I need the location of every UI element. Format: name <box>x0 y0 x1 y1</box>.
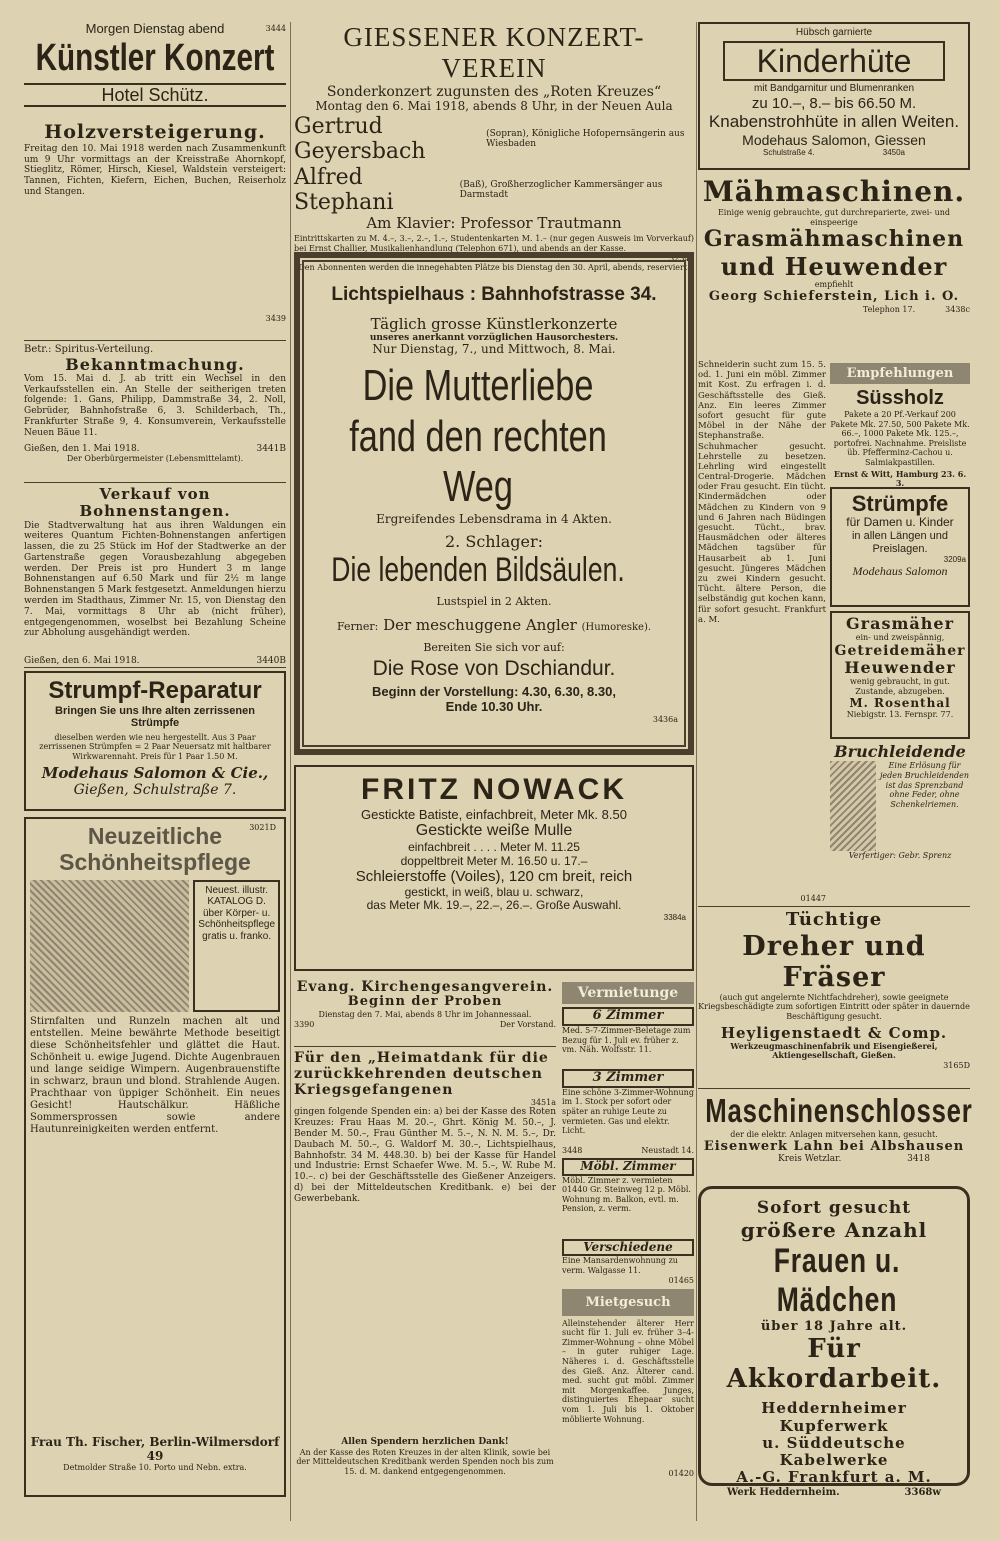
left-column <box>24 22 286 1521</box>
spiritus-ad <box>24 344 286 479</box>
schlosser-firm: Eisenwerk Lahn bei Albshausen <box>703 1138 965 1154</box>
right-ads-column <box>830 360 970 903</box>
spiritus-sign: Gießen, den 1. Mai 1918. <box>24 443 140 454</box>
grasm-title: Grasmäher <box>845 614 954 633</box>
strumpf-ad <box>24 671 286 811</box>
suessholz-ad <box>830 387 970 489</box>
grasm-sub: ein- und zweispännig, <box>855 633 945 643</box>
strumpf-firm: Modehaus Salomon & Cie., <box>41 763 269 782</box>
frauen-l4: über 18 Jahre alt. <box>760 1318 908 1334</box>
nowack-title: FRITZ NOWACK <box>361 773 627 806</box>
schlosser-title: Maschinenschlosser <box>705 1092 973 1129</box>
kirchen-ad <box>294 979 556 1043</box>
divider <box>294 1046 556 1047</box>
schoen-num: 3021D <box>249 823 276 832</box>
struempfe-title: Strümpfe <box>851 491 949 516</box>
kirchen-num: 3390 <box>294 1019 315 1029</box>
grasm-addr: Niebigstr. 13. Fernspr. 77. <box>846 710 954 720</box>
schoen-title2: Schönheitspflege <box>59 849 251 876</box>
holz-num: 3439 <box>265 313 286 323</box>
struempfe-ad <box>830 487 970 607</box>
artist1-info: (Sopran), Königliche Hofopernsängerin aus Wiesbaden <box>486 128 685 150</box>
heimat-thanks: Allen Spendern herzlichen Dank! <box>341 1437 509 1448</box>
film1a: Die Mutterliebe <box>362 361 594 411</box>
frauen-f3: A.-G. Frankfurt a. M. <box>736 1468 932 1487</box>
grasm-firm: M. Rosenthal <box>849 695 951 710</box>
licht-ende: Ende 10.30 Uhr. <box>445 698 543 714</box>
verein-sub: Sonderkonzert zugunsten des „Roten Kreuzes“ <box>326 84 662 101</box>
holz-text: Freitag den 10. Mai 1918 werden nach Zusammenkunft um 9 Uhr vormittags an der Kreisstraße Ahornkopf, Stieglitz, Römer, Hirsch, Kiesel, Waldstein versteigert: Tannen, Fichten, Kiefern, Eichen, Buchen, Reiserholz und Stangen. <box>24 143 286 198</box>
strumpf-title: Strumpf-Reparatur <box>48 677 262 704</box>
maeh-heu: und Heuwender <box>720 251 948 281</box>
dreher-ad <box>698 910 970 1085</box>
frauen-f2: u. Süddeutsche Kabelwerke <box>762 1433 906 1470</box>
dreher-sub: Werkzeugmaschinenfabrik und Eisengießerei, Aktiengesellschaft, Gießen. <box>730 1040 938 1061</box>
bohnen-title: Verkauf von Bohnenstangen. <box>79 485 231 521</box>
kirchen-sub: Beginn der Proben <box>347 994 503 1010</box>
heimat-text: gingen folgende Spenden ein: a) bei der Kasse des Roten Kreuzes: Frau Haas M. 20.–, Ghrt. König M. 50.–, J. Bender M. 50.–, Frau Günther M. 5.–, N. N. M. 5.–, Dr. Daubach M. 50.–, G. Waldorf M. 30.–, Lichtspielhaus, Bahnhofstr. 34 M. 448.30. b) bei der Kasse für Handel und Industrie: Ernst Schaefer Wwe. M. 5.–, W. Rube M. 10.–. c) bei der Geschäftsstelle des Gießener Anzeigers. d) bei der Mitteldeutschen Kreditbank. e) bei der Gewerbebank. <box>294 1107 556 1204</box>
frauen-ad <box>698 1186 970 1498</box>
maeh-empf: empfiehlt <box>814 280 854 290</box>
konzert-day: Morgen Dienstag abend <box>85 21 225 36</box>
licht-orch: unseres anerkannt vorzüglichen Hausorchesters. <box>369 333 619 344</box>
vermietungen-column <box>562 979 694 1490</box>
versch-num: 01465 <box>668 1275 694 1285</box>
z3-title: 3 Zimmer <box>562 1069 694 1088</box>
schlosser-text: der die elektr. Anlagen mitversehen kann, gesucht. <box>730 1129 938 1139</box>
kleinanz-num: 01447 <box>800 894 826 903</box>
artist1-name: Gertrud Geyersbach <box>294 113 426 165</box>
film3-info: (Humoreske). <box>581 621 652 633</box>
kinder-sub: mit Bandgarnitur und Blumenranken <box>753 83 915 95</box>
kinder-firm: Modehaus Salomon, Giessen <box>742 131 926 148</box>
maeh-sub: Einige wenig gebrauchte, gut durchreparierte, zwei- und einspeerige <box>717 208 951 227</box>
nowack-l5: Schleierstoffe (Voiles), 120 cm breit, reich <box>355 868 633 886</box>
ferner-label: Ferner: <box>336 619 379 633</box>
spiritus-office: Der Oberbürgermeister (Lebensmittelamt). <box>66 454 244 464</box>
schlosser-ad <box>698 1092 973 1186</box>
nowack-num: 3384a <box>663 913 686 923</box>
frauen-l2: größere Anzahl <box>740 1217 928 1242</box>
film3: Der meschuggene Angler <box>383 615 577 634</box>
sprenz-ad <box>830 743 970 903</box>
suessholz-text: Pakete a 20 Pf.-Verkauf 200 Pakete Mk. 27.50, 500 Pakete Mk. 66.–, 1000 Pakete Mk. 125.–, portofrei. Nachnahme. Preisliste üb. Pfefferminz-Cachou u. Salmiakpastillen. <box>830 410 970 467</box>
divider <box>24 340 286 341</box>
verein-abonnenten: Den Abonnenten werden die innegehabten Plätze bis Dienstag den 30. April, abends, reserviert. <box>298 262 690 272</box>
versch-title: Verschiedene <box>562 1239 694 1257</box>
struempfe-firm: Modehaus Salomon <box>852 563 948 578</box>
z3-text: Eine schöne 3-Zimmer-Wohnung im 1. Stock per sofort oder später an ruhige Leute zu vermieten. Gas und elektr. Licht. <box>562 1087 694 1136</box>
mietgesuch-banner: Mietgesuch <box>562 1289 694 1316</box>
struempfe-sub: für Damen u. Kinder <box>846 515 954 530</box>
dreher-top: Tüchtige <box>785 909 883 930</box>
grasm-getreide: Getreidemäher <box>834 642 966 659</box>
licht-dates: Nur Dienstag, 7., und Mittwoch, 8. Mai. <box>372 342 616 357</box>
konzert-title: Künstler Konzert <box>35 36 275 79</box>
schoen-ad <box>24 817 286 1497</box>
mietg-text: Alleinstehender älterer Herr sucht für 1. Juli ev. früher 3–4-Zimmer-Wohnung – ohne Möbel – in guter ruhiger Lage. Näheres i. d. Geschäftsstelle des Gieß. Anz. Älterer cand. med. sucht gut möbl. Zimmer mit Morgenkaffee. Junges, distinguiertes Ehepaar sucht vom 1. Juli bis 1. Oktober möblierte Wohnung. <box>562 1318 694 1424</box>
portrait-illustration <box>30 880 189 1012</box>
divider <box>698 906 970 907</box>
schoen-text: Stirnfalten und Runzeln machen alt und entstellen. Meine bewährte Methode beseitigt diese Schönheitsfehler und glättet die Haut. Schönheit u. ewige Jugend. Dichte Augenbrauen und lange seidige Wimpern. Augenbrauenstifte in schwarz, braun und blond. Strahlende Augen. Prachthaar von üppiger Schönheit. Ein neues Gesicht! Hautschälkur. Häßliche Sommersprossen sowie andere Hautunreinigkeiten werden entfernt. <box>30 1015 280 1135</box>
nowack-l6: gestickt, in weiß, blau u. schwarz, <box>404 884 584 899</box>
lichtspiel-ad <box>294 252 694 755</box>
konzert-place: Hotel Schütz. <box>24 83 286 108</box>
heimatdank-ad <box>294 1050 556 1490</box>
verein-tickets: Eintrittskarten zu M. 4.–, 3.–, 2.–, 1.–, Studentenkarten M. 1.– (nur gegen Ausweis im Vorverkauf) bei Ernst Challier, Musikalienhandlung (Telephon 671), und abends an der Kasse. <box>294 234 694 254</box>
suessholz-firm: Ernst & Witt, Hamburg 23. 6. 3. <box>833 469 967 489</box>
verein-title: GIESSENER KONZERT-VEREIN <box>343 22 645 84</box>
grasm-text: wenig gebraucht, in gut. Zustande, abzugeben. <box>850 677 950 697</box>
kinderhuete-ad <box>698 22 970 170</box>
nowack-l1: Gestickte Batiste, einfachbreit, Meter Mk. 8.50 <box>361 806 627 822</box>
sprenz-firm: Verfertiger: Gebr. Sprenz <box>848 851 952 861</box>
column-separator <box>696 22 697 1521</box>
nowack-l4: doppeltbreit Meter M. 16.50 u. 17.– <box>400 853 588 868</box>
z3-addr: Neustadt 14. <box>641 1145 694 1155</box>
grasmaeher-ad <box>830 611 970 739</box>
dreher-num: 3165D <box>943 1061 970 1070</box>
artist2-info: (Baß), Großherzoglicher Kammersänger aus Darmstadt <box>459 179 663 200</box>
spiritus-title: Bekanntmachung. <box>65 354 245 374</box>
strumpf-sub: Bringen Sie uns Ihre alten zerrissenen Strümpfe <box>55 704 255 730</box>
nowack-l3: einfachbreit . . . . Meter M. 11.25 <box>408 839 580 854</box>
mietg-num: 01420 <box>668 1468 694 1478</box>
bohnen-ad <box>24 486 286 664</box>
maeh-gras: Grasmähmaschinen <box>703 226 965 253</box>
divider <box>24 482 286 483</box>
dreher-text: (auch gut angelernte Nichtfachdreher), sowie geeignete Kriegsbeschädigte zum sofortigen Eintritt oder später in dauernde Beschäftigung gesucht. <box>698 992 970 1021</box>
kinder-street: Schulstraße 4. <box>763 147 815 157</box>
maeh-tel: Telephon 17. <box>862 304 916 314</box>
middle-column <box>294 22 694 1521</box>
frauen-l1: Sofort gesucht <box>756 1198 912 1218</box>
moebl-text: Möbl. Zimmer z. vermieten 01440 Gr. Steinweg 12 p. Möbl. Wohnung m. Balkon, evtl. m. Pension, z. verm. <box>562 1175 691 1214</box>
holz-ad <box>24 122 286 337</box>
middle-lower-left <box>294 979 556 1490</box>
kirchen-sign: Der Vorstand. <box>499 1019 556 1029</box>
nowack-l7: das Meter Mk. 19.–, 22.–, 26.–. Große Auswahl. <box>366 898 622 913</box>
verein-piano: Am Klavier: Professor Trautmann <box>366 214 622 233</box>
right-column <box>698 22 973 1521</box>
licht-konzert: Täglich grosse Künstlerkonzerte <box>370 314 618 333</box>
kleinanzeigen-column <box>698 360 826 903</box>
licht-schlager: 2. Schlager: <box>445 531 543 551</box>
frauen-l3: Frauen u. Mädchen <box>773 1241 901 1319</box>
kleinanz-text: Schneiderin sucht zum 15. 5. od. 1. Juni ein möbl. Zimmer mit Kost. Zu erfragen i. d. Geschäftsstelle des Gieß. Anz. Ein leeres Zimmer sofort gesucht für gute Möbel in der Nähe der Stephanstraße. Schuhmacher gesucht. Lehrstelle zu besetzen. Lehrling wird eingestellt Central-Drogerie. Mädchen oder Frau gesucht. Ein tücht. Kindermädchen oder Mädchen zu Kindern von 9 und 6 Jahren nach Büdingen gesucht. Tücht., brav. Hausmädchen oder älteres Mädchen tagsüber für Hausarbeit ab 1. Juni gesucht. Jüngeres Mädchen zu zwei Kindern gesucht. Tücht. ältere Person, die selbständig gut kochen kann, für sofort gesucht. Frankfurt a. M. <box>698 360 826 625</box>
spiritus-num: 3441B <box>256 443 286 454</box>
kinder-title: Kinderhüte <box>723 41 945 82</box>
suessholz-title: Süssholz <box>856 387 944 409</box>
konzert-ad <box>24 22 286 122</box>
empfehlungen-banner: Empfehlungen <box>830 363 970 384</box>
licht-beginn: Beginn der Vorstellung: 4.30, 6.30, 8.30, <box>372 683 616 699</box>
kinder-knaben: Knabenstrohhüte in allen Weiten. <box>708 112 960 132</box>
spiritus-text: Vom 15. Mai d. J. ab tritt ein Wechsel in den Verkaufsstellen ein. An Stelle der seitherigen treten folgende: 1. Gans, Philipp, Dammstraße 34, 2. Noll, Gebrüder, Bahnhofstraße 6, 3. Schilderbach, Th., Frankfurter Straße 9, 4. Konsumverein, Verkaufsstelle Neuen Bäue 11. <box>24 373 286 438</box>
frauen-num: 3368w <box>904 1486 941 1498</box>
schoen-street: Detmolder Straße 10. Porto und Nebn. extra. <box>63 1463 247 1473</box>
heimat-title: Für den „Heimatdank für die zurückkehrenden deutschen Kriegsgefangenen <box>294 1050 549 1099</box>
z6-title: 6 Zimmer <box>562 1007 694 1026</box>
strumpf-text: dieselben werden wie neu hergestellt. Aus 3 Paar zerrissenen Strümpfen = 2 Paar Neuersatz mit haltbarer Wirkwarennaht. Preis für 1 Paar 1.50 M. <box>39 732 271 762</box>
licht-num: 3436a <box>652 714 678 724</box>
moebl-title: Möbl. Zimmer <box>562 1158 694 1176</box>
nowack-l2: Gestickte weiße Mulle <box>415 822 573 840</box>
artist2-name: Alfred Stephani <box>294 164 394 215</box>
film1b: fand den rechten Weg <box>349 411 607 512</box>
bohnen-num: 3440B <box>256 655 286 666</box>
kinder-top: Hübsch garnierte <box>795 27 873 38</box>
verein-date: Montag den 6. Mai 1918, abends 8 Uhr, in der Neuen Aula <box>315 99 673 114</box>
sprenz-title: Bruchleidende <box>834 742 966 761</box>
maeh-title: Mähmaschinen. <box>702 175 966 208</box>
kinder-num: 3450a <box>882 147 905 157</box>
maehmaschinen-ad <box>698 176 970 354</box>
film1-info: Ergreifendes Lebensdrama in 4 Akten. <box>376 512 612 527</box>
dreher-firm: Heyligenstaedt & Comp. <box>720 1023 948 1042</box>
schoen-title1: Neuzeitliche <box>87 823 223 849</box>
holz-title: Holzversteigerung. <box>44 121 266 143</box>
divider <box>24 667 286 668</box>
bohnen-text: Die Stadtverwaltung hat aus ihren Waldungen ein weiteres Quantum Fichten-Bohnenstangen anfertigen lassen, die zu 25 Stück im Hof der Stadtwerke an der Gartenstraße gegen Vorausbezahlung abgegeben werden. Der Preis ist pro Hundert 3 m lange Bohnenstangen auf 6.50 Mark und für 2½ m lange Bohnenstangen 5 Mark festgesetzt. Anmeldungen hierzu werden im Stadthaus, Zimmer Nr. 15, von Dienstag den 7. Mai, vormittags 8 Uhr ab (nicht früher), entgegengenommen, woselbst bei Bezahlung Scheine zur Abholung ausgehändigt werden. <box>24 520 286 639</box>
frauen-f4: Werk Heddernheim. <box>727 1486 840 1498</box>
bohnen-sign: Gießen, den 6. Mai 1918. <box>24 655 140 666</box>
licht-bereiten: Bereiten Sie sich vor auf: <box>423 641 565 655</box>
z6-text: Med. 5-7-Zimmer-Beletage zum Bezug für 1. Juli ev. früher z. vm. Näh. Wolfsstr. 11. <box>562 1025 691 1055</box>
kirchen-title: Evang. Kirchengesangverein. <box>296 979 554 995</box>
maeh-firm: Georg Schieferstein, Lich i. O. <box>708 288 960 304</box>
column-separator <box>290 22 291 1521</box>
schlosser-num: 3418 <box>907 1154 930 1165</box>
maeh-num: 3438c <box>945 304 970 314</box>
bandage-illustration <box>830 761 876 851</box>
grasm-heuw: Heuwender <box>844 658 956 678</box>
verein-num2: 3234c <box>669 253 694 263</box>
vermiet-banner: Vermietunge <box>562 982 694 1004</box>
sprenz-text: Eine Erlösung für jeden Bruchleidenden ist das Sprenzband ohne Feder, ohne Schenkelriemen. <box>879 761 970 809</box>
film2: Die lebenden Bildsäulen. <box>331 551 625 590</box>
spiritus-head: Betr.: Spiritus-Verteilung. <box>24 344 154 355</box>
schlosser-kreis: Kreis Wetzlar. <box>778 1154 842 1165</box>
licht-title: Lichtspielhaus : Bahnhofstrasse 34. <box>331 284 657 305</box>
versch-text: Eine Mansardenwohnung zu verm. Walgasse 11. <box>562 1256 678 1276</box>
konzert-num: 3444 <box>265 24 286 33</box>
kirchen-date: Dienstag den 7. Mai, abends 8 Uhr im Johannessaal. <box>318 1010 532 1020</box>
heimat-num: 3451a <box>530 1098 556 1108</box>
frauen-f1: Heddernheimer Kupferwerk <box>761 1399 907 1435</box>
film2-info: Lustspiel in 2 Akten. <box>436 595 552 609</box>
nowack-ad <box>294 765 694 971</box>
heimat-footer: An der Kasse des Roten Kreuzes in der alten Klinik, sowie bei der Mitteldeutschen Kreditbank werden Spenden noch bis zum 15. d. M. dankend entgegengenommen. <box>296 1447 554 1476</box>
konzertverein-ad <box>294 22 694 272</box>
kinder-prices: zu 10.–, 8.– bis 66.50 M. <box>751 94 917 112</box>
z3-num: 3448 <box>562 1145 583 1155</box>
strumpf-addr: Gießen, Schulstraße 7. <box>73 781 237 798</box>
struempfe-num: 3209a <box>943 555 966 565</box>
dreher-title: Dreher und Fräser <box>742 930 926 993</box>
divider <box>698 1088 970 1089</box>
schoen-katalog: Neuest. illustr. KATALOG D. über Körper- u. Schönheitspflege gratis u. franko. <box>193 880 280 1012</box>
frauen-l5: Für Akkordarbeit. <box>726 1333 942 1394</box>
struempfe-text: in allen Längen und Preislagen. <box>851 530 949 555</box>
film4: Die Rose von Dschiandur. <box>372 656 616 680</box>
schoen-shop: Frau Th. Fischer, Berlin-Wilmersdorf 49 <box>30 1434 280 1463</box>
